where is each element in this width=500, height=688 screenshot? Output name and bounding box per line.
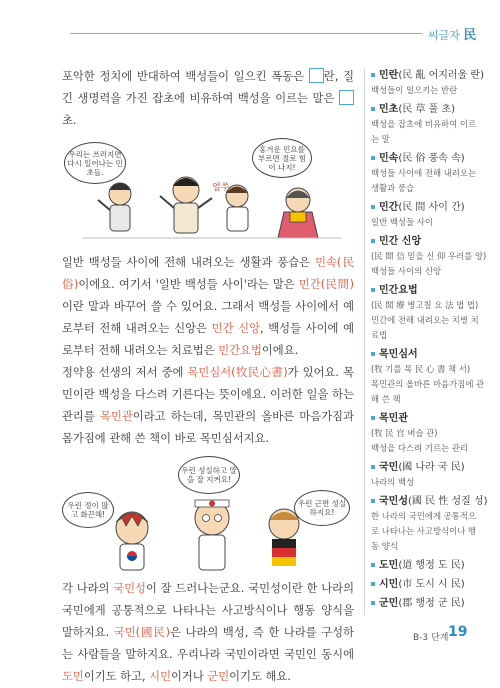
glossary-term [371, 200, 499, 215]
header-rule [70, 33, 422, 34]
text-span: 은 나라의 백성, 즉 한 나라를 구성하는 사람들을 말하지요. 우리나라 국민이라면 국민인 동시에 [62, 626, 354, 661]
highlight-term: 민속(民俗) [62, 256, 354, 291]
header-title [428, 24, 476, 43]
header-title-han: 民 [463, 28, 477, 43]
glossary-definition-line: 백성을 다스려 기르는 관리 [371, 443, 468, 453]
text-span: 가 있어요. 목민이란 백성을 다스려 기른다는 뜻이에요. 이러한 일을 하는 관리를 [62, 366, 354, 423]
glossary-entry [371, 494, 499, 554]
glossary-definition-line: 는 말 [371, 134, 390, 144]
illustration-folk [62, 138, 354, 246]
glossary-definition-line: 로 나타나는 사고방식이나 행 [371, 526, 477, 536]
glossary-term [371, 102, 499, 117]
text-span: 이기도 하고, [83, 670, 150, 683]
highlight-term: 민간요법 [218, 344, 262, 357]
glossary-definition-line: 한 나라의 국민에게 공통적으 [371, 511, 477, 521]
speech-bubble: 우린 정이 많고 화끈해! [62, 492, 114, 528]
glossary-term [371, 347, 499, 362]
glossary-term [371, 151, 499, 166]
glossary-entry [371, 200, 499, 230]
glossary-term-hanja: (市 도시 시 民) [398, 579, 465, 590]
speech-bubble: 우리는 쓰러지면 다시 일어나는 민초들. [64, 142, 126, 184]
paragraph-1 [62, 66, 354, 132]
glossary-entry [371, 102, 499, 147]
text-span: 질긴 생명력을 가진 잡초에 비유하여 백성을 이르는 말은 [62, 70, 354, 105]
speech-bubble: 우린 성실하고 말을 잘 지켜요! [178, 456, 240, 494]
glossary-term-word: 도민 [379, 560, 399, 571]
glossary-sidebar [364, 68, 499, 615]
paragraph-3 [62, 362, 354, 450]
text-span: 란, [323, 70, 339, 83]
glossary-term [371, 460, 499, 475]
glossary-definition-line: (民 間 信 믿을 신 仰 우러를 앙) [371, 251, 487, 261]
text-span: 포악한 정치에 반대하여 백성들이 일으킨 폭동은 [62, 70, 309, 83]
glossary-definition-line: (牧 기를 목 民 心 書 책 서) [371, 364, 471, 374]
glossary-entry [371, 577, 499, 592]
glossary-definition-line: 나라의 백성 [371, 477, 415, 487]
glossary-term-word: 민간요법 [379, 285, 418, 296]
main-content [62, 66, 354, 688]
paragraph-2 [62, 252, 354, 362]
glossary-definition-line: 생활과 풍습 [371, 183, 415, 193]
header-title-prefix: 씨글자 [428, 29, 464, 42]
text-span: 이에요. 여기서 '일반 백성들 사이'라는 말은 [78, 278, 299, 291]
glossary-term-word: 군민 [379, 598, 399, 609]
page-number: 19 [448, 624, 468, 640]
blank-box [309, 68, 324, 83]
glossary-definition-line: (牧 民 官 벼슬 관) [371, 428, 438, 438]
glossary-definition-line: 백성들이 일으키는 반란 [371, 85, 458, 95]
glossary-term-word: 국민 [379, 462, 399, 473]
text-span: 이 잘 드러나는군요. 국민성이란 한 나라의 국민에게 공통적으로 나타나는 사고방식이나 행동 양식을 말하지요. [62, 582, 354, 639]
glossary-entry [371, 68, 499, 98]
glossary-term [371, 68, 499, 83]
glossary-term [371, 577, 499, 592]
highlight-term: 도민 [62, 670, 84, 683]
glossary-term-hanja: (道 행정 도 民) [398, 560, 465, 571]
text-span: 초. [62, 114, 77, 127]
glossary-definition-line: (民 間 療 병고칠 요 法 법 법) [371, 300, 479, 310]
glossary-entry [371, 347, 499, 407]
glossary-definition-line: 목민관의 올바른 마음가짐에 관 [371, 379, 485, 389]
glossary-entry [371, 283, 499, 343]
glossary-entry [371, 411, 499, 456]
glossary-term-hanja: (國 民 性 성질 성) [407, 496, 488, 507]
blank-box [339, 90, 354, 105]
glossary-definition-line: 일반 백성들 사이 [371, 217, 433, 227]
highlight-term: 민간 신앙 [211, 322, 260, 335]
highlight-term: 국민성 [113, 582, 146, 595]
glossary-definition-line: 료법 [371, 330, 388, 340]
glossary-definition-line: 백성을 잡초에 비유하여 이르 [371, 119, 477, 129]
glossary-term [371, 234, 499, 249]
glossary-term-hanja: (民 間 사이 간) [398, 202, 465, 213]
text-span: 이거나 [171, 670, 208, 683]
highlight-term: 민간(民間) [298, 278, 354, 291]
glossary-term-word: 민초 [379, 104, 399, 115]
glossary-entry [371, 234, 499, 279]
glossary-entry [371, 596, 499, 611]
glossary-term [371, 283, 499, 298]
text-span: 이란 말과 바꾸어 쓸 수 있어요. 그래서 백성들 사이에서 예로부터 전해 내려오는 신앙은 [62, 300, 354, 335]
text-span: 이라고 하는데, 목민관의 올바른 마음가짐과 몸가짐에 관해 쓴 책이 바로 목민심서지요. [62, 410, 354, 445]
highlight-term: 시민 [149, 670, 171, 683]
glossary-term-word: 민간 [379, 202, 399, 213]
glossary-term [371, 558, 499, 573]
glossary-entry [371, 151, 499, 196]
highlight-term: 군민 [207, 670, 230, 683]
text-span: 정약용 선생의 저서 중에 [62, 366, 188, 379]
glossary-term-word: 민란 [379, 70, 399, 81]
glossary-term-word: 국민성 [379, 496, 408, 507]
glossary-term [371, 411, 499, 426]
glossary-term-word: 목민관 [379, 413, 408, 424]
glossary-term-hanja: (郡 행정 군 民) [398, 598, 465, 609]
glossary-definition-line: 백성들 사이에 전해 내려오는 [371, 168, 477, 178]
glossary-term-word: 민간 신앙 [379, 236, 422, 247]
highlight-term: 목민관 [100, 410, 133, 423]
illustration-nations [62, 456, 354, 572]
text-span: 이기도 해요. [229, 670, 291, 683]
text-span: 각 나라의 [62, 582, 114, 595]
glossary-term-word: 시민 [379, 579, 399, 590]
glossary-term [371, 596, 499, 611]
speech-bubble: 홍겨운 민요를 부르면 절로 힘이 나지! [252, 138, 312, 178]
text-span: 이에요. [261, 344, 299, 357]
glossary-definition-line: 민간에 전해 내려오는 치병 치 [371, 315, 479, 325]
text-span: 일반 백성들 사이에 전해 내려오는 생활과 풍습은 [62, 256, 316, 269]
glossary-definition-line: 해 쓴 책 [371, 394, 401, 404]
glossary-term-word: 목민심서 [379, 349, 418, 360]
glossary-term-word: 민속 [379, 153, 399, 164]
text-span: , 백성들 사이에 예로부터 전해 내려오는 치료법은 [62, 322, 354, 357]
glossary-term-hanja: (民 俗 풍속 속) [398, 153, 465, 164]
glossary-term [371, 494, 499, 509]
glossary-term-hanja: (國 나라 국 民) [398, 462, 465, 473]
glossary-entry [371, 460, 499, 490]
highlight-term: 국민(國民) [113, 626, 171, 639]
highlight-term: 목민심서(牧民心書) [187, 366, 288, 379]
glossary-term-hanja: (民 草 풀 초) [398, 104, 455, 115]
illus-text-eolssu: 얼쑤 [212, 183, 230, 193]
glossary-definition-line: 백성들 사이의 신앙 [371, 266, 442, 276]
footer-label: B-3 단계 [413, 633, 449, 643]
glossary-definition-line: 동 양식 [371, 541, 398, 551]
paragraph-4 [62, 578, 354, 688]
glossary-term-hanja: (民 亂 어지러울 란) [398, 70, 484, 81]
speech-bubble: 우린 근면 성실하지요! [294, 490, 350, 526]
glossary-entry [371, 558, 499, 573]
